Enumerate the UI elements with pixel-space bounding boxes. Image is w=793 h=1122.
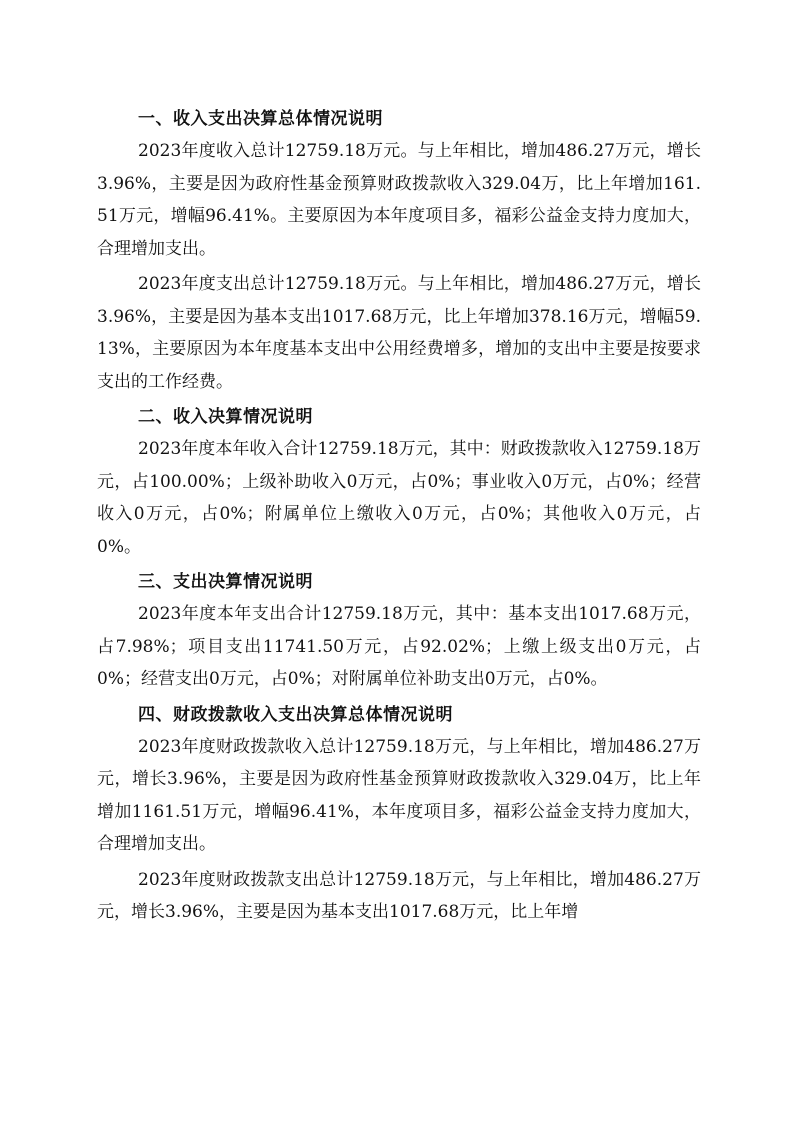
paragraph-income-detail: 2023年度本年收入合计12759.18万元，其中：财政拨款收入12759.18万元，占100.00%；上级补助收入0万元，占0%；事业收入0万元，占0%；经营收入0万元，占0%；附属单位上缴收入0万元，占0%；其他收入0万元，占0%。 <box>97 439 701 557</box>
paragraph-expenditure-detail: 2023年度本年支出合计12759.18万元，其中：基本支出1017.68万元，占7.98%；项目支出11741.50万元，占92.02%；上缴上级支出0万元，占0%；经营支出0万元，占0%；对附属单位补助支出0万元，占0%。 <box>97 604 701 689</box>
section-heading-3: 三、支出决算情况说明 <box>138 572 313 592</box>
document-page <box>97 103 701 932</box>
paragraph-income-total: 2023年度收入总计12759.18万元。与上年相比，增加486.27万元，增长3.96%，主要是因为政府性基金预算财政拨款收入329.04万，比上年增加161.51万元，增幅96.41%。主要原因为本年度项目多，福彩公益金支持力度加大，合理增加支出。 <box>97 141 701 259</box>
section-heading-4: 四、财政拨款收入支出决算总体情况说明 <box>138 704 453 725</box>
paragraph-fiscal-expenditure: 2023年度财政拨款支出总计12759.18万元，与上年相比，增加486.27万元，增长3.96%，主要是因为基本支出1017.68万元，比上年增 <box>97 869 701 922</box>
section-heading-2: 二、收入决算情况说明 <box>138 407 313 427</box>
paragraph-fiscal-income: 2023年度财政拨款收入总计12759.18万元，与上年相比，增加486.27万元，增长3.96%，主要是因为政府性基金预算财政拨款收入329.04万，比上年增加1161.51万元，增幅96.41%，本年度项目多，福彩公益金支持力度加大，合理增加支出。 <box>97 736 701 854</box>
section-heading-1: 一、收入支出决算总体情况说明 <box>138 109 383 129</box>
paragraph-expenditure-total: 2023年度支出总计12759.18万元。与上年相比，增加486.27万元，增长3.96%，主要是因为基本支出1017.68万元，比上年增加378.16万元，增幅59.13%，主要原因为本年度基本支出中公用经费增多，增加的支出中主要是按要求支出的工作经费。 <box>97 274 701 392</box>
